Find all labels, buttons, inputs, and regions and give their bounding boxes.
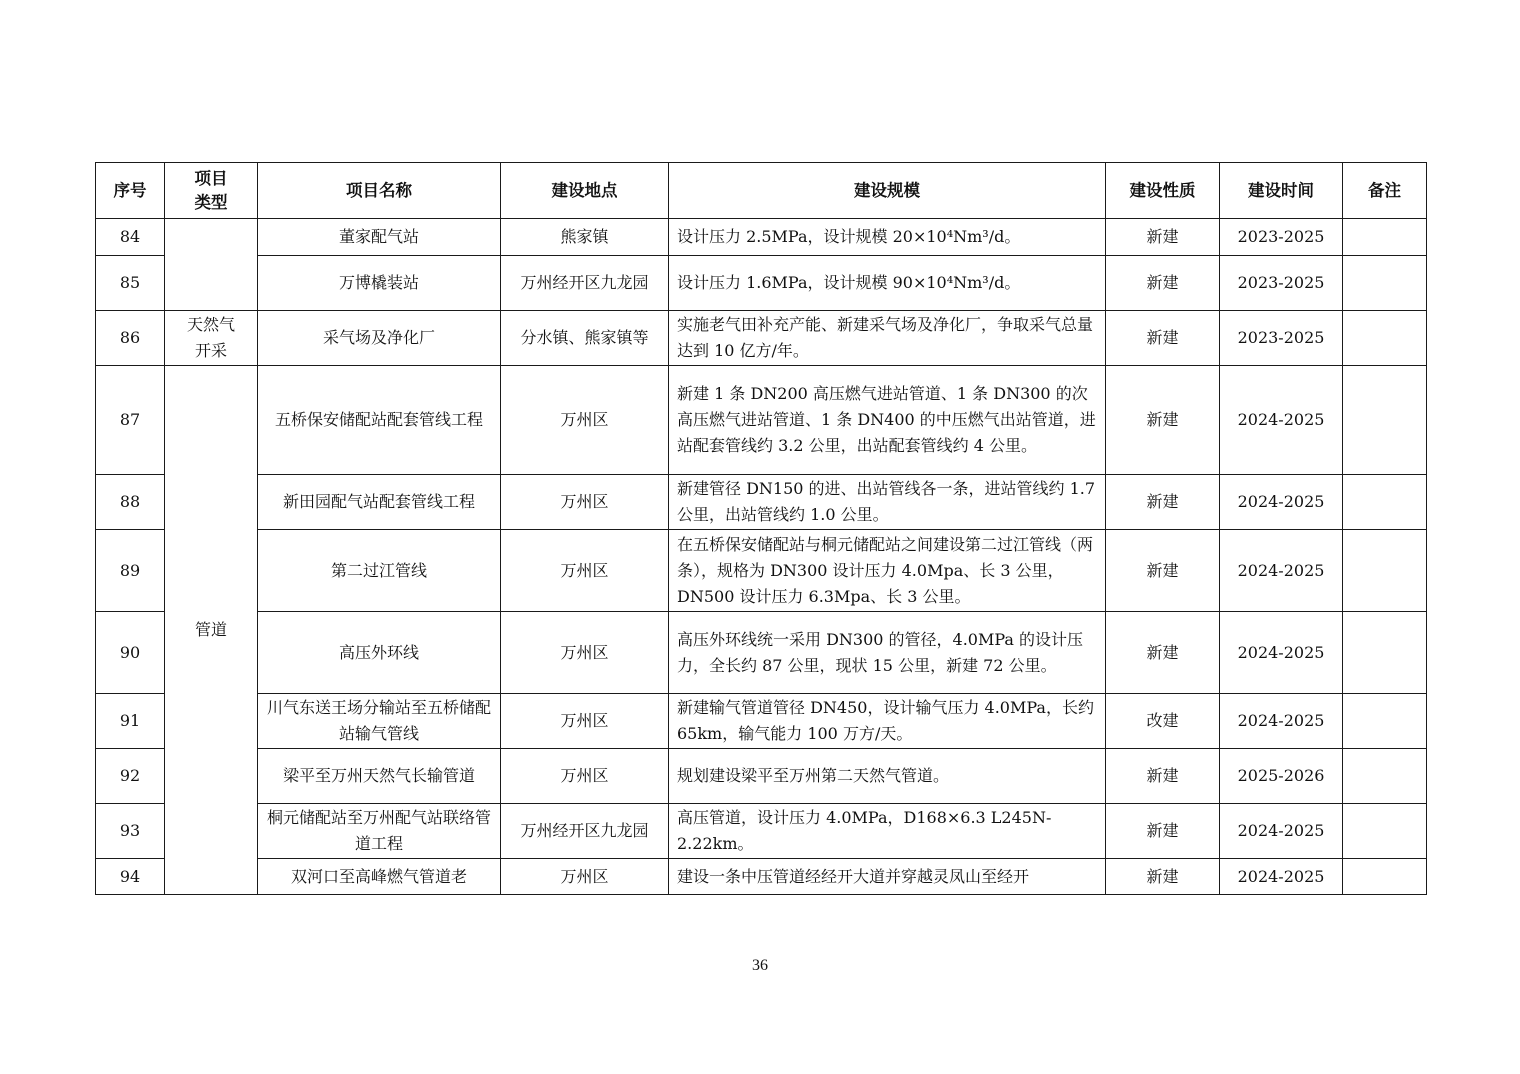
row-location: 万州区 <box>501 859 669 895</box>
row-scale: 新建输气管道管径 DN450，设计输气压力 4.0MPa，长约 65km，输气能力 100 万方/天。 <box>669 694 1106 749</box>
header-type <box>165 163 258 219</box>
row-scale: 高压管道，设计压力 4.0MPa，D168×6.3 L245N-2.22km。 <box>669 804 1106 859</box>
row-index: 85 <box>96 256 165 311</box>
row-name: 万博橇装站 <box>258 256 501 311</box>
row-location: 万州区 <box>501 475 669 530</box>
row-index: 93 <box>96 804 165 859</box>
type-cell-empty <box>165 219 258 311</box>
row-location: 万州经开区九龙园 <box>501 256 669 311</box>
row-nature: 新建 <box>1106 749 1220 804</box>
row-name: 采气场及净化厂 <box>258 311 501 366</box>
header-row <box>96 163 1427 219</box>
table-row <box>96 530 1427 612</box>
table-row <box>96 256 1427 311</box>
row-nature: 新建 <box>1106 530 1220 612</box>
row-nature: 新建 <box>1106 256 1220 311</box>
table-row <box>96 749 1427 804</box>
header-nature: 建设性质 <box>1106 163 1220 219</box>
row-index: 86 <box>96 311 165 366</box>
row-period: 2024-2025 <box>1220 530 1343 612</box>
type-gas-line1: 天然气 <box>186 315 235 334</box>
row-scale: 高压外环线统一采用 DN300 的管径，4.0MPa 的设计压力，全长约 87 公里，现状 15 公里，新建 72 公里。 <box>669 612 1106 694</box>
row-period: 2024-2025 <box>1220 612 1343 694</box>
row-index: 94 <box>96 859 165 895</box>
row-name: 梁平至万州天然气长输管道 <box>258 749 501 804</box>
row-nature: 新建 <box>1106 475 1220 530</box>
row-remark <box>1343 530 1427 612</box>
header-period: 建设时间 <box>1220 163 1343 219</box>
row-location: 万州区 <box>501 612 669 694</box>
row-period: 2024-2025 <box>1220 804 1343 859</box>
row-location: 万州区 <box>501 749 669 804</box>
row-scale: 新建 1 条 DN200 高压燃气进站管道、1 条 DN300 的次高压燃气进站管道、1 条 DN400 的中压燃气出站管道，进站配套管线约 3.2 公里，出站配套管线约 4 公里。 <box>669 366 1106 475</box>
row-name: 川气东送王场分输站至五桥储配站输气管线 <box>258 694 501 749</box>
row-remark <box>1343 475 1427 530</box>
row-period: 2024-2025 <box>1220 694 1343 749</box>
row-period: 2025-2026 <box>1220 749 1343 804</box>
row-period: 2024-2025 <box>1220 859 1343 895</box>
row-nature: 新建 <box>1106 219 1220 256</box>
row-location: 万州经开区九龙园 <box>501 804 669 859</box>
row-location: 熊家镇 <box>501 219 669 256</box>
row-remark <box>1343 311 1427 366</box>
row-name: 五桥保安储配站配套管线工程 <box>258 366 501 475</box>
row-scale: 规划建设梁平至万州第二天然气管道。 <box>669 749 1106 804</box>
row-scale: 设计压力 2.5MPa，设计规模 20×10⁴Nm³/d。 <box>669 219 1106 256</box>
type-cell-pipeline: 管道 <box>165 366 258 895</box>
row-nature: 新建 <box>1106 311 1220 366</box>
table-row <box>96 366 1427 475</box>
header-scale: 建设规模 <box>669 163 1106 219</box>
row-scale: 新建管径 DN150 的进、出站管线各一条，进站管线约 1.7 公里，出站管线约 1.0 公里。 <box>669 475 1106 530</box>
row-remark <box>1343 256 1427 311</box>
row-period: 2024-2025 <box>1220 475 1343 530</box>
table-row <box>96 694 1427 749</box>
table-row <box>96 475 1427 530</box>
row-scale: 设计压力 1.6MPa，设计规模 90×10⁴Nm³/d。 <box>669 256 1106 311</box>
row-nature: 新建 <box>1106 366 1220 475</box>
project-table <box>95 162 1427 895</box>
row-remark <box>1343 694 1427 749</box>
header-location: 建设地点 <box>501 163 669 219</box>
row-nature: 新建 <box>1106 612 1220 694</box>
row-index: 91 <box>96 694 165 749</box>
table-row <box>96 804 1427 859</box>
row-period: 2023-2025 <box>1220 311 1343 366</box>
row-location: 万州区 <box>501 366 669 475</box>
row-remark <box>1343 749 1427 804</box>
header-name: 项目名称 <box>258 163 501 219</box>
row-name: 新田园配气站配套管线工程 <box>258 475 501 530</box>
row-index: 88 <box>96 475 165 530</box>
table-row <box>96 612 1427 694</box>
row-name: 双河口至高峰燃气管道老 <box>258 859 501 895</box>
row-name: 桐元储配站至万州配气站联络管道工程 <box>258 804 501 859</box>
header-type-line1: 项目 <box>194 168 228 188</box>
row-index: 87 <box>96 366 165 475</box>
row-location: 万州区 <box>501 530 669 612</box>
row-nature: 改建 <box>1106 694 1220 749</box>
row-remark <box>1343 366 1427 475</box>
row-location: 分水镇、熊家镇等 <box>501 311 669 366</box>
row-scale: 建设一条中压管道经经开大道并穿越灵凤山至经开 <box>669 859 1106 895</box>
row-remark <box>1343 219 1427 256</box>
row-nature: 新建 <box>1106 859 1220 895</box>
row-nature: 新建 <box>1106 804 1220 859</box>
row-remark <box>1343 859 1427 895</box>
row-index: 84 <box>96 219 165 256</box>
table-row <box>96 311 1427 366</box>
row-name: 高压外环线 <box>258 612 501 694</box>
row-period: 2023-2025 <box>1220 256 1343 311</box>
type-cell-gas-production <box>165 311 258 366</box>
row-period: 2024-2025 <box>1220 366 1343 475</box>
type-gas-line2: 开采 <box>194 341 227 360</box>
table-row <box>96 859 1427 895</box>
row-remark <box>1343 612 1427 694</box>
row-index: 89 <box>96 530 165 612</box>
row-period: 2023-2025 <box>1220 219 1343 256</box>
page-number: 36 <box>752 957 768 974</box>
row-location: 万州区 <box>501 694 669 749</box>
row-name: 董家配气站 <box>258 219 501 256</box>
row-name: 第二过江管线 <box>258 530 501 612</box>
header-index: 序号 <box>96 163 165 219</box>
row-index: 90 <box>96 612 165 694</box>
header-remark: 备注 <box>1343 163 1427 219</box>
row-remark <box>1343 804 1427 859</box>
row-index: 92 <box>96 749 165 804</box>
row-scale: 在五桥保安储配站与桐元储配站之间建设第二过江管线（两条），规格为 DN300 设计压力 4.0Mpa、长 3 公里，DN500 设计压力 6.3Mpa、长 3 公里。 <box>669 530 1106 612</box>
table-row <box>96 219 1427 256</box>
row-scale: 实施老气田补充产能、新建采气场及净化厂，争取采气总量达到 10 亿方/年。 <box>669 311 1106 366</box>
header-type-line2: 类型 <box>194 192 228 212</box>
